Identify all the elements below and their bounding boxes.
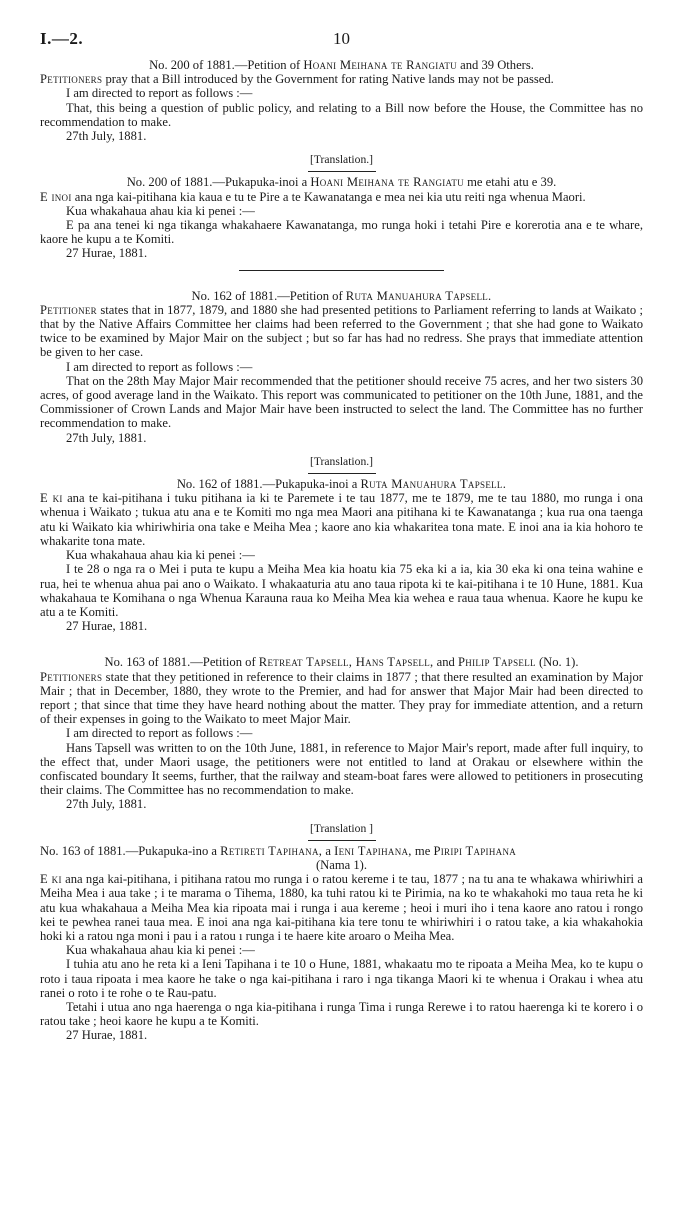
section-divider [239,270,444,271]
directed-line: I am directed to report as follows :— [66,86,253,101]
report-date: 27th July, 1881. [66,129,147,144]
petition-summary [40,670,643,727]
divider [308,473,376,474]
translation-date: 27 Hurae, 1881. [66,246,148,261]
translation-label: [Translation.] [309,153,373,167]
translation-label: [Translation.] [309,454,373,468]
summary-text: pray that a Bill introduced by the Government for rating Native lands may not be passed. [102,72,554,87]
committee-report: Hans Tapsell was written to on the 10th June, 1881, in reference to Major Mair's report, made after full inquiry, to the effect that, under Maori usage, the petitioners were not entitled to land at Orakau or elsewhere within the confiscated boundary It seems, further, that the railway and steam-boat fares were allowed to petitioners in prosecuting their claims. The Committee has no recommendation to make. [40,740,643,798]
lead-word: E ki [40,491,63,506]
committee-report: That on the 28th May Major Mair recommended that the petitioner should receive 75 acres, and her two sisters 30 acres, of good average land in the Waikato. This report was communicated to petitioner on the 10th June, 1881, and the Commissioner of Crown Lands and Major Mair have been instructed to select the land. The Committee has no further recommendation to make. [40,373,643,431]
summary-text: state that they petitioned in reference to their claims in 1877 ; that there resulted an examination by Major Mair ; that in December, 1880, they wrote to the Premier, and had for answer that Major Mair had been directed to report ; that since that time they have heard nothing about the matter. They pray for immediate attention, and a return of their expenses in going to the Waikato to meet Major Mair. [40,669,643,727]
title-text: No. 163 of 1881.—Petition of [104,655,259,670]
section-title [40,655,643,669]
report-date: 27th July, 1881. [66,430,147,445]
translation-report-continued: Tetahi i utua ano nga haerenga o nga kia-pitihana i runga Tima i runga Rerewe i to ratou haerenga ki te korero i o ratou take ; heoi kaore he kupu a te Komiti. [40,999,643,1029]
summary-text: ana te kai-pitihana i tuku pitihana ia ki te Paremete i te tau 1877, me te 1879, me te tau 1880, mo runga i ona whenua i Waikato ; tukua atu ana e te Komiti mo nga mea Maori ana pitihana ki te Kawanatanga ; kua rua ona taenga atu ki Waikato kia whiriwhiria ona take e Meiha Mea ; kaore ano kia whakaritea tona mate. E inoi ana ia kia hohoro te whakarite tona mate. [40,491,643,548]
title-conjunction: me [411,843,434,858]
title-text: No. 200 of 1881.—Petition of [149,58,304,72]
petitioner-names: Piripi Tapihana [433,843,517,858]
translation-title-number: (Nama 1). [315,857,368,872]
translation-summary [40,190,643,204]
summary-text: ana nga kai-pitihana kia kaua e tu te Pire a te Kawanatanga e mea nei kia utu reiti nga whenua Maori. [71,189,586,204]
section-title [40,289,643,303]
document-reference: I.—2. [40,29,84,48]
title-conjunction: and [433,655,458,670]
summary-text: states that in 1877, 1879, and 1880 she had presented petitions to Parliament referring to lands at Waikato ; that by the Native Affairs Committee her claims had been referred to the Government ; that she had gone to Waikato twice to be examined by Major Mair on the subject ; but so far has had no redress. She prays that immediate attention be given to her case. [40,302,643,360]
divider [308,840,376,841]
petitioner-names: Ruta Manuahura Tapsell. [345,288,492,303]
document-page [40,29,643,1043]
lead-word: Petitioners [40,669,103,684]
directed-line: I am directed to report as follows :— [66,726,253,741]
translation-directed-line: Kua whakahaua ahau kia ki penei :— [66,943,255,958]
petitioner-names: Retreat Tapsell, Hans Tapsell, [258,655,434,670]
page-number: 10 [333,29,350,48]
title-suffix: and 39 Others. [456,58,534,72]
title-suffix: (No. 1). [535,655,579,670]
petitioner-names: Retireti Tapihana, [220,843,323,858]
lead-word: E inoi [40,189,72,204]
committee-report: That, this being a question of public policy, and relating to a Bill now before the House, the Committee has no recommendation to make. [40,100,643,129]
section-title [40,58,643,72]
lead-word: Petitioner [40,302,97,317]
translation-directed-line: Kua whakahaua ahau kia ki penei :— [66,548,255,563]
translation-label: [Translation ] [309,821,373,835]
title-text: No. 163 of 1881.—Pukapuka-ino a [40,843,221,858]
lead-word: E ki [40,872,62,887]
translation-title [40,477,643,491]
petitioner-names: Ruta Manuahura Tapsell. [360,477,507,492]
page-header [40,29,643,58]
directed-line: I am directed to report as follows :— [66,359,253,374]
lead-word: Petitioners [40,72,103,87]
petitioner-names: Hoani Meihana te Rangiatu [303,58,457,72]
petitioner-names: Hoani Meihana te Rangiatu [310,175,464,190]
translation-title [40,175,643,189]
translation-report: I tuhia atu ano he reta ki a Ieni Tapihana i te 10 o Hune, 1881, whakaatu mo te ripoata a Meiha Mea, ko te kupu o roto i taua ripoata i mea kaore he take o nga kai-pitihana i raro i nga tikanga Maori ki te whenua i Orakau i whea atu ranei o roto i te rohe o te Rau-patu. [40,957,643,1000]
translation-directed-line: Kua whakahaua ahau kia ki penei :— [66,203,255,218]
petition-summary [40,303,643,360]
translation-summary [40,491,643,548]
title-suffix: me etahi atu e 39. [463,175,557,190]
petition-summary [40,72,643,86]
title-text: No. 162 of 1881.—Pukapuka-inoi a [176,477,361,492]
report-date: 27th July, 1881. [66,797,147,812]
summary-text: ana nga kai-pitihana, i pitihana ratou mo runga i o ratou kereme i te tau, 1877 ; na tu ana te whakawa whiriwhiri a Meiha Mea i aua take ; i te marama o Tihema, 1880, ka tuhi ratou ki te Pirimia, na ko te whakahoki mo taua reta he ki atu kua whakahaua a Meiha Mea kia ripoata mai i runga i aua kereme ; heoi i muri iho i tena kaore ano ratou i rongo kei te pewhea ranei taua mea. E inoi ana nga kai-pitihana kia tere tonu te whiriwhiri i o ratou take, a kia whakahokia hoki ki a ratou nga moni i pau i a ratou ı runga i te haere kite aroaro o Meiha Mea. [40,872,643,943]
translation-summary [40,872,643,943]
title-text: No. 162 of 1881.—Petition of [191,288,346,303]
petition-section-162 [40,289,643,634]
petition-section-200 [40,58,643,261]
translation-title [40,844,643,858]
petitioner-names: Ieni Tapihana, [334,843,412,858]
title-conjunction: a [322,843,335,858]
translation-date: 27 Hurae, 1881. [66,619,148,634]
petition-section-163 [40,655,643,1042]
translation-date: 27 Hurae, 1881. [66,1028,148,1043]
divider [308,171,376,172]
section-gap [40,633,643,655]
petitioner-names: Philip Tapsell [457,655,536,670]
title-text: No. 200 of 1881.—Pukapuka-inoi a [126,175,311,190]
translation-report: E pa ana tenei ki nga tikanga whakahaere Kawanatanga, mo runga hoki i tetahi Pire e korerotia ana e te whare, kaore he kupu a te Komiti. [40,218,643,247]
translation-report: I te 28 o nga ra o Mei i puta te kupu a Meiha Mea kia hoatu kia 75 eka ki a ia, kia 30 eka ki ona teina wahine e rua, hei te whenua ahua pai ano o Waikato. I whakaaturia atu ano taua ripota ki te kai-pitihana i te 10 Hune, 1881. Kua whakahaua te Komihana o nga Whenua Karauna raua ko Meiha Mea kia wehea e raua taua whenua. Kaore he kupu ke atu a te Komiti. [40,562,643,619]
